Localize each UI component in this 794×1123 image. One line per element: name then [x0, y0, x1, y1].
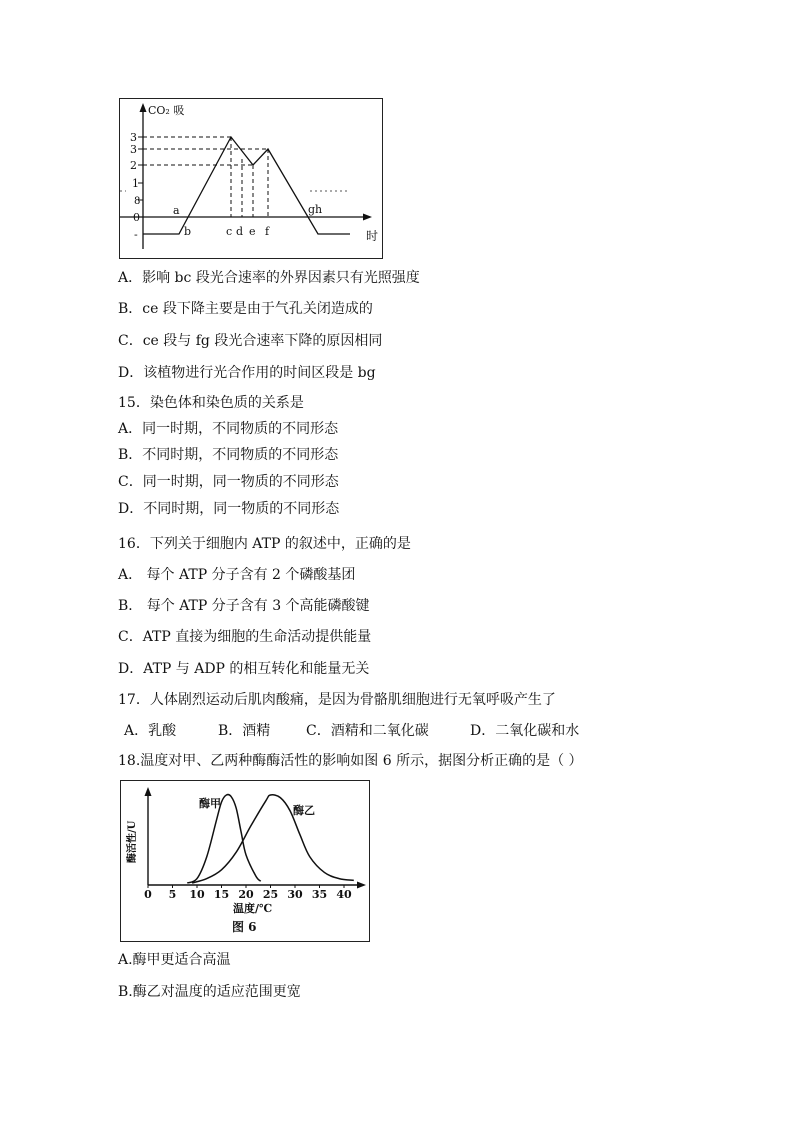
q14-option-b: B．ce 段下降主要是由于气孔关闭造成的: [118, 301, 373, 317]
co2-ytick-label: 3: [130, 131, 137, 144]
q17-option-c: C．酒精和二氧化碳: [306, 723, 429, 739]
q16-option-c: C．ATP 直接为细胞的生命活动提供能量: [118, 629, 372, 645]
enzyme-x-axis-label: 温度/℃: [233, 902, 273, 915]
enzyme-x-tick-label: 40: [336, 888, 352, 901]
q17-option-b: B．酒精: [218, 723, 271, 739]
co2-ytick-label: 3: [130, 143, 137, 156]
series-label-enzyme-b: 酶乙: [293, 804, 315, 817]
co2-ytick-label: 2: [130, 159, 137, 172]
q14-option-a: A．影响 bc 段光合速率的外界因素只有光照强度: [118, 270, 420, 286]
q15-option-b: B．不同时期，不同物质的不同形态: [118, 447, 339, 463]
q17-option-d: D．二氧化碳和水: [470, 723, 580, 739]
enzyme-x-tick-label: 30: [287, 888, 303, 901]
co2-ytick-label: 1: [132, 177, 139, 190]
co2-xtick-label: gh: [308, 203, 323, 216]
co2-graph-figure: [119, 98, 383, 259]
q14-option-c: C．ce 段与 fg 段光合速率下降的原因相同: [118, 333, 383, 349]
enzyme-x-tick-label: 35: [311, 888, 328, 901]
enzyme-chart: [121, 781, 369, 941]
series-label-enzyme-a: 酶甲: [199, 797, 221, 810]
q18-option-a: A.酶甲更适合高温: [118, 952, 231, 968]
enzyme-x-tick-label: 15: [213, 888, 230, 901]
co2-y-axis-label: CO₂ 吸: [148, 104, 185, 117]
enzyme-x-tick-label: 5: [168, 888, 177, 901]
q14-option-d: D．该植物进行光合作用的时间区段是 bg: [118, 365, 376, 381]
q18-option-b: B.酶乙对温度的适应范围更宽: [118, 984, 301, 1000]
enzyme-x-arrow: [357, 882, 366, 889]
co2-xtick-label: b: [184, 225, 192, 238]
q16-option-d: D．ATP 与 ADP 的相互转化和能量无关: [118, 661, 370, 677]
enzyme-x-ticks: [144, 885, 352, 901]
co2-ytick-label: 0: [133, 211, 140, 224]
q17-stem: 17．人体剧烈运动后肌肉酸痛，是因为骨骼肌细胞进行无氧呼吸产生了: [118, 692, 556, 708]
co2-ytick-label: -: [134, 228, 138, 241]
co2-guide-lines: [143, 137, 268, 217]
co2-x-arrow: [363, 214, 372, 221]
enzyme-x-tick-label: 10: [189, 888, 205, 901]
q16-stem: 16．下列关于细胞内 ATP 的叙述中，正确的是: [118, 536, 411, 552]
co2-xtick-label: a: [173, 204, 180, 217]
co2-y-arrow: [140, 103, 147, 112]
co2-graph: [120, 99, 382, 258]
co2-x-axis-label: 时: [366, 229, 379, 243]
co2-xtick-label: f: [265, 225, 270, 238]
q15-option-d: D．不同时期，同一物质的不同形态: [118, 501, 340, 517]
enzyme-y-arrow: [145, 787, 152, 796]
q18-stem: 18.温度对甲、乙两种酶酶活性的影响如图 6 所示，据图分析正确的是（ ）: [118, 753, 583, 769]
q16-option-b: B． 每个 ATP 分子含有 3 个高能磷酸键: [118, 598, 370, 614]
q16-option-a: A． 每个 ATP 分子含有 2 个磷酸基团: [118, 567, 356, 583]
enzyme-x-tick-label: 20: [238, 888, 254, 901]
enzyme-figure-caption: 图 6: [232, 920, 257, 934]
co2-xtick-label: c: [226, 225, 233, 238]
co2-curve: [143, 137, 350, 234]
q15-option-a: A．同一时期，不同物质的不同形态: [118, 421, 339, 437]
enzyme-y-axis-label: 酶活性/U: [127, 820, 138, 863]
co2-ytick-label: 8: [134, 196, 141, 207]
co2-xtick-label: d: [236, 225, 244, 238]
q15-option-c: C．同一时期，同一物质的不同形态: [118, 474, 339, 490]
q17-option-a: A．乳酸: [124, 723, 177, 739]
enzyme-chart-figure: [120, 780, 370, 942]
co2-xtick-label: e: [249, 225, 256, 238]
enzyme-x-tick-label: 0: [144, 888, 152, 901]
q15-stem: 15．染色体和染色质的关系是: [118, 395, 304, 411]
enzyme-x-tick-label: 25: [262, 888, 279, 901]
